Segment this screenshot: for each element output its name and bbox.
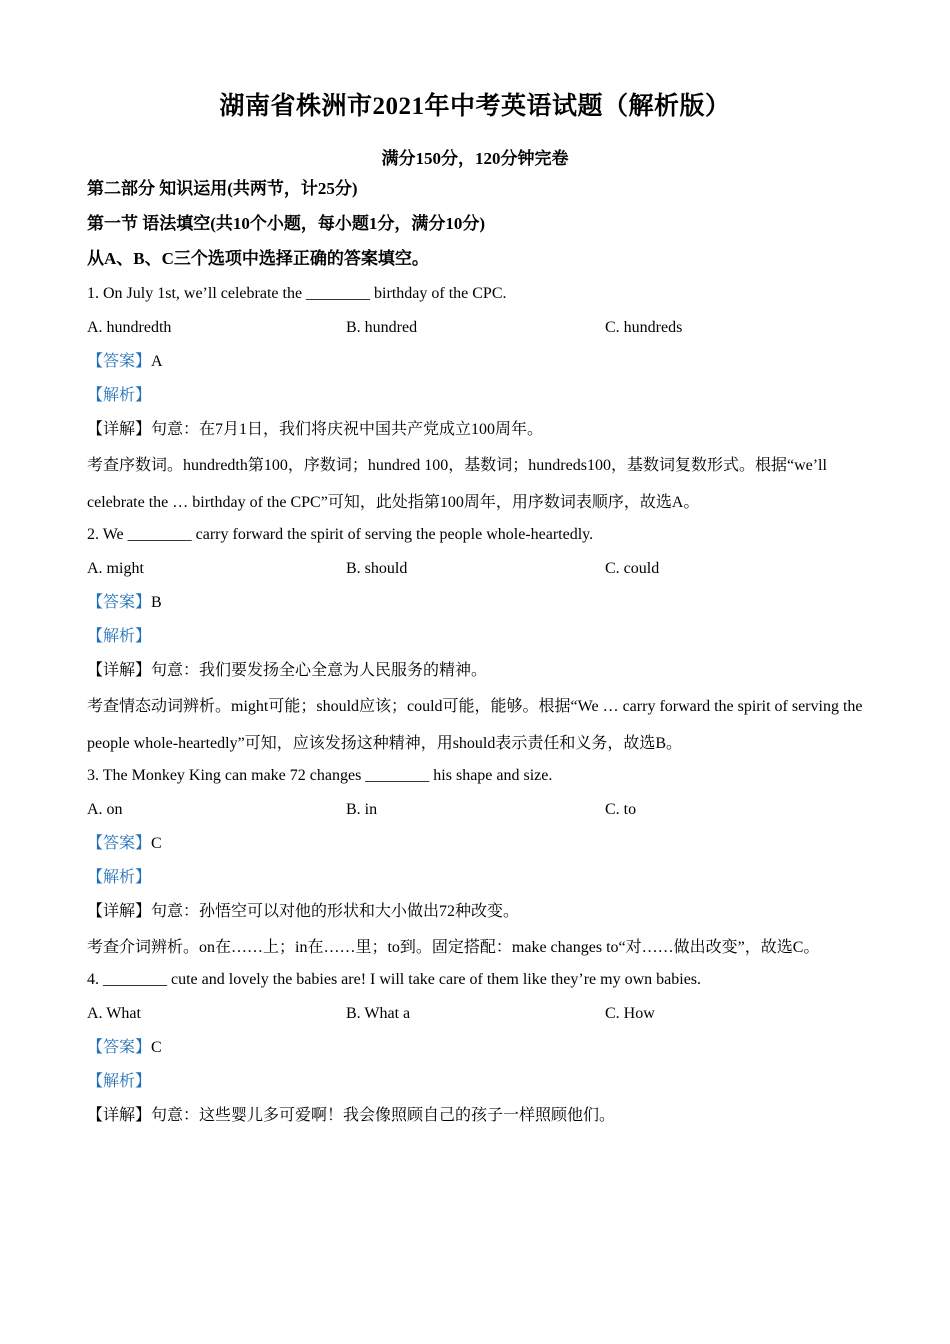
- option-a: A. hundredth: [87, 319, 172, 336]
- explanation-text: 考查情态动词辨析。might可能；should应该；could可能，能够。根据“We … carry forward the spirit of serving the people whole-heartedly”可知，应该发扬这种精神，用should表示责任和义务，故选B。: [87, 698, 863, 752]
- analysis-line: [87, 865, 867, 899]
- explanation-text: 考查介词辨析。on在……上；in在……里；to到。固定搭配：make changes to“对……做出改变”，故选C。: [87, 939, 820, 956]
- option-c: C. How: [605, 1005, 655, 1022]
- option-row: [87, 1001, 867, 1035]
- instruction: 从A、B、C三个选项中选择正确的答案填空。: [87, 249, 429, 268]
- answer-line: [87, 590, 867, 624]
- answer-value: C: [151, 835, 162, 852]
- question-block: [87, 281, 867, 521]
- analysis-line: [87, 1069, 867, 1103]
- detail-line: [87, 658, 867, 692]
- answer-line: [87, 831, 867, 865]
- detail-tag: 【详解】: [87, 421, 152, 438]
- detail-tag: 【详解】: [87, 662, 152, 679]
- option-a: A. on: [87, 801, 123, 818]
- explanation-text: 考查序数词。hundredth第100，序数词；hundred 100，基数词；hundreds100，基数词复数形式。根据“we’ll celebrate the … birthday of the CPC”可知，此处指第100周年，用序数词表顺序，故选A。: [87, 457, 827, 511]
- answer-tag: 【答案】: [87, 835, 152, 852]
- option-row: [87, 797, 867, 831]
- answer-value: B: [151, 594, 162, 611]
- detail-line: [87, 899, 867, 933]
- option-b: B. hundred: [346, 319, 418, 336]
- question-block: [87, 967, 867, 1137]
- question-stem: 1. On July 1st, we’ll celebrate the ________ birthday of the CPC.: [87, 285, 507, 302]
- question-block: [87, 763, 867, 966]
- detail-tag: 【详解】: [87, 1107, 152, 1124]
- answer-line: [87, 1035, 867, 1069]
- option-row: [87, 556, 867, 590]
- answer-line: [87, 349, 867, 383]
- part-heading: 第二部分 知识运用(共两节，计25分): [87, 179, 358, 198]
- option-b: B. should: [346, 560, 408, 577]
- option-c: C. could: [605, 560, 660, 577]
- analysis-tag: 【解析】: [87, 387, 152, 404]
- option-a: A. What: [87, 1005, 141, 1022]
- detail-tag: 【详解】: [87, 903, 152, 920]
- option-a: A. might: [87, 560, 144, 577]
- page-subtitle: 满分150分，120分钟完卷: [381, 149, 569, 168]
- answer-tag: 【答案】: [87, 353, 152, 370]
- option-row: [87, 315, 867, 349]
- detail-text: 句意：我们要发扬全心全意为人民服务的精神。: [151, 662, 488, 679]
- detail-line: [87, 1103, 867, 1137]
- section-heading: 第一节 语法填空(共10个小题，每小题1分，满分10分): [87, 214, 486, 233]
- question-block: [87, 522, 867, 762]
- option-c: C. to: [605, 801, 637, 818]
- page-title: 湖南省株洲市2021年中考英语试题（解析版）: [219, 93, 731, 120]
- detail-text: 句意：孙悟空可以对他的形状和大小做出72种改变。: [151, 903, 520, 920]
- analysis-line: [87, 624, 867, 658]
- analysis-tag: 【解析】: [87, 869, 152, 886]
- question-stem: 4. ________ cute and lovely the babies are! I will take care of them like they’re my own babies.: [87, 971, 702, 988]
- answer-tag: 【答案】: [87, 594, 152, 611]
- document-body: [87, 176, 867, 1137]
- option-b: B. What a: [346, 1005, 411, 1022]
- detail-text: 句意：在7月1日，我们将庆祝中国共产党成立100周年。: [151, 421, 544, 438]
- answer-tag: 【答案】: [87, 1039, 152, 1056]
- option-b: B. in: [346, 801, 378, 818]
- question-stem: 2. We ________ carry forward the spirit of serving the people whole-heartedly.: [87, 526, 594, 543]
- option-c: C. hundreds: [605, 319, 683, 336]
- question-stem: 3. The Monkey King can make 72 changes ________ his shape and size.: [87, 767, 553, 784]
- answer-value: A: [151, 353, 163, 370]
- detail-line: [87, 417, 867, 451]
- detail-text: 句意：这些婴儿多可爱啊！我会像照顾自己的孩子一样照顾他们。: [151, 1107, 616, 1124]
- analysis-line: [87, 383, 867, 417]
- answer-value: C: [151, 1039, 162, 1056]
- analysis-tag: 【解析】: [87, 628, 152, 645]
- analysis-tag: 【解析】: [87, 1073, 152, 1090]
